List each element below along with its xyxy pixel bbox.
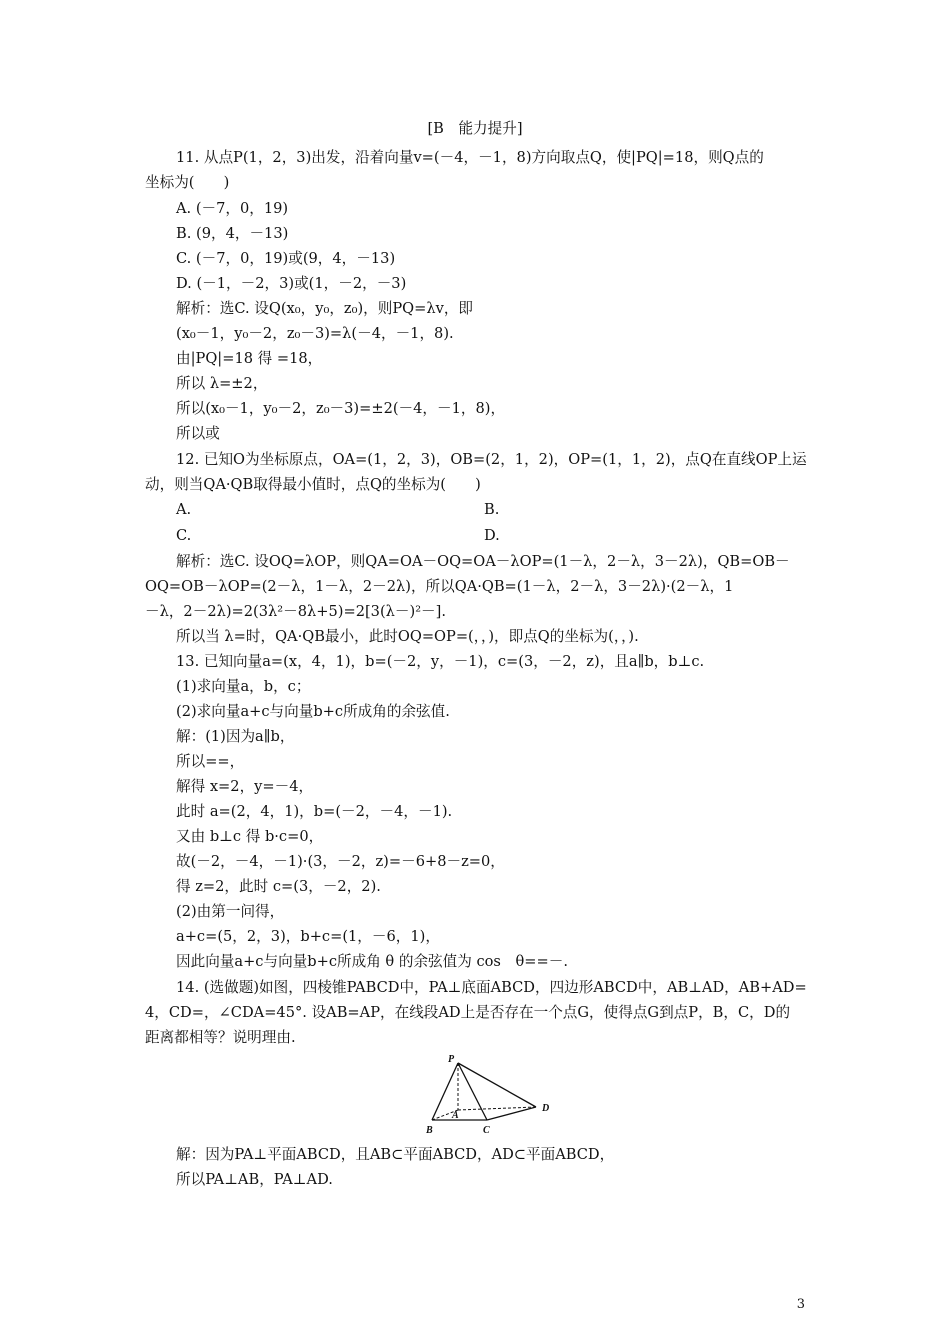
q13-solution-line8: (2)由第一问得，: [176, 903, 285, 920]
q13-stem: 13. 已知向量a=(x，4，1)，b=(－2，y，－1)，c=(3，－2，z)，且a∥b，b⊥c.: [176, 653, 705, 670]
q11-solution-line5: 所以(x₀－1，y₀－2，z₀－3)=±2(－4，－1，8)，: [176, 400, 506, 417]
q13-solution-line2: 所以==，: [176, 753, 245, 770]
q13-solution-line3: 解得 x=2，y=－4，: [176, 778, 314, 795]
q13-part1: (1)求向量a，b，c；: [176, 678, 311, 695]
q12-solution-line4: 所以当 λ=时，QA·QB最小，此时OQ=OP=(，，)，即点Q的坐标为(，，).: [176, 628, 639, 645]
q12-option-d: D.: [484, 527, 500, 544]
q11-solution-line4: 所以 λ=±2，: [176, 375, 268, 392]
q12-solution-line1: 解析：选C. 设OQ=λOP，则QA=OA－OQ=OA－λOP=(1－λ，2－λ，3－2λ)，QB=OB－: [176, 553, 790, 570]
label-b: B: [426, 1125, 433, 1135]
q11-option-a: A. (－7，0，19): [176, 200, 289, 217]
q13-solution-line10: 因此向量a+c与向量b+c所成角 θ 的余弦值为 cos θ==－.: [176, 953, 568, 970]
q14-solution-line1: 解：因为PA⊥平面ABCD，且AB⊂平面ABCD，AD⊂平面ABCD，: [176, 1146, 615, 1163]
label-p: P: [448, 1054, 455, 1065]
q13-part2: (2)求向量a+c与向量b+c所成角的余弦值.: [176, 703, 450, 720]
q13-solution-line4: 此时 a=(2，4，1)，b=(－2，－4，－1).: [176, 803, 453, 820]
q13-solution-line6: 故(－2，－4，－1)·(3，－2，z)=－6+8－z=0，: [176, 853, 505, 870]
q11-solution-line1: 解析：选C. 设Q(x₀，y₀，z₀)，则PQ=λv，即: [176, 300, 474, 317]
q11-stem-line2: 坐标为( ): [145, 174, 230, 191]
q14-stem-line3: 距离都相等？说明理由.: [145, 1029, 296, 1046]
q11-option-d: D. (－1，－2，3)或(1，－2，－3): [176, 275, 407, 292]
q12-option-a: A.: [176, 501, 192, 518]
q13-solution-line7: 得 z=2，此时 c=(3，－2，2).: [176, 878, 381, 895]
q13-solution-line5: 又由 b⊥c 得 b·c=0，: [176, 828, 324, 845]
section-title: [B 能力提升]: [427, 120, 523, 137]
q11-solution-line3: 由|PQ|=18 得 =18，: [176, 350, 323, 367]
q14-solution-line2: 所以PA⊥AB，PA⊥AD.: [176, 1171, 333, 1188]
q11-option-c: C. (－7，0，19)或(9，4，－13): [176, 250, 396, 267]
pyramid-figure: [426, 1053, 562, 1135]
q13-solution-line1: 解：(1)因为a∥b，: [176, 728, 295, 745]
label-a: A: [452, 1110, 459, 1121]
q12-stem-line2: 动，则当QA·QB取得最小值时，点Q的坐标为( ): [145, 476, 481, 493]
q11-stem-line1: 11. 从点P(1，2，3)出发，沿着向量v=(－4，－1，8)方向取点Q，使|PQ|=18，则Q点的: [176, 149, 764, 166]
q12-option-b: B.: [484, 501, 500, 518]
q14-stem-line1: 14. (选做题)如图，四棱锥PABCD中，PA⊥底面ABCD，四边形ABCD中，AB⊥AD，AB+AD=: [176, 979, 807, 996]
q13-solution-line9: a+c=(5，2，3)，b+c=(1，－6，1)，: [176, 928, 440, 945]
q12-stem-line1: 12. 已知O为坐标原点，OA=(1，2，3)，OB=(2，1，2)，OP=(1，1，2)，点Q在直线OP上运: [176, 451, 807, 468]
page-number: 3: [796, 1297, 805, 1312]
q14-stem-line2: 4，CD=，∠CDA=45°. 设AB=AP，在线段AD上是否存在一个点G，使得点G到点P，B，C，D的: [145, 1004, 791, 1021]
q11-option-b: B. (9，4，－13): [176, 225, 289, 242]
label-c: C: [483, 1125, 490, 1135]
q11-solution-line2: (x₀－1，y₀－2，z₀－3)=λ(－4，－1，8).: [176, 325, 454, 342]
q12-solution-line2: OQ=OB－λOP=(2－λ，1－λ，2－2λ)，所以QA·QB=(1－λ，2－λ，3－2λ)·(2－λ，1: [145, 578, 734, 595]
q12-option-c: C.: [176, 527, 192, 544]
q11-solution-line6: 所以或: [176, 425, 220, 442]
q12-solution-line3: －λ，2－2λ)=2(3λ²－8λ+5)=2[3(λ－)²－].: [145, 603, 446, 620]
label-d: D: [542, 1103, 550, 1114]
